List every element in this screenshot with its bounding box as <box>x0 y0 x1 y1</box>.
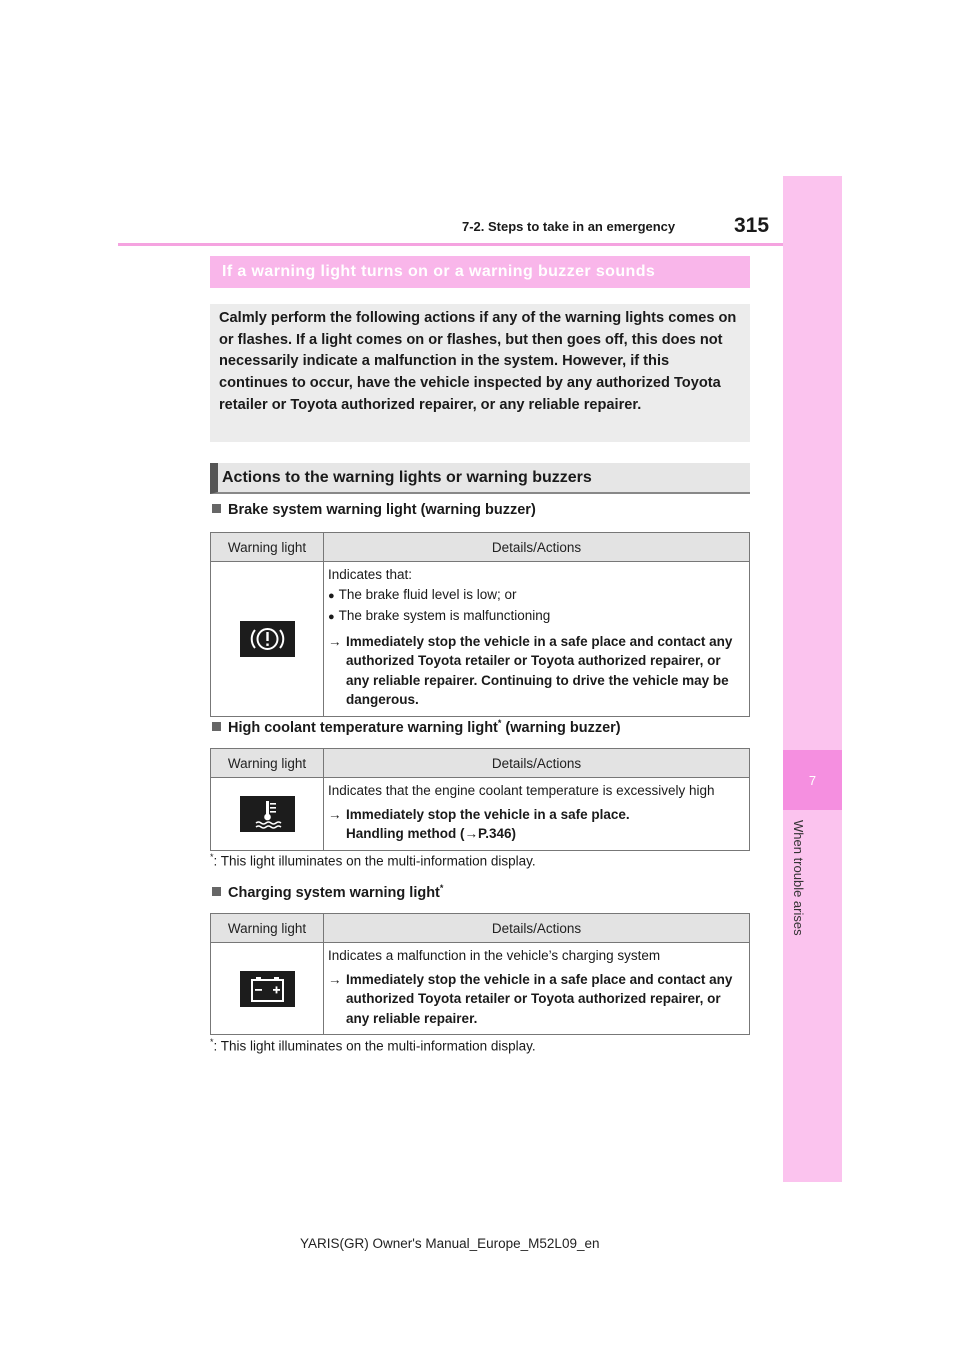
coolant-indicates: Indicates that the engine coolant temperature is excessively high <box>328 783 715 798</box>
topic-banner: If a warning light turns on or a warning buzzer sounds <box>210 256 750 288</box>
brake-action: → Immediately stop the vehicle in a safe place and contact any authorized Toyota retailer or Toyota authorized repairer, or any reliable repairer. Continuing to drive the vehicle may be dangerous. <box>328 633 733 707</box>
col-warning-light: Warning light <box>211 914 324 943</box>
charging-heading: Charging system warning light* <box>212 883 443 901</box>
charging-action: → Immediately stop the vehicle in a safe place and contact any authorized Toyota retailer or Toyota authorized repairer, or any reliable repairer. <box>328 971 733 1026</box>
coolant-temperature-icon <box>240 796 295 832</box>
col-details: Details/Actions <box>324 533 750 562</box>
coolant-heading: High coolant temperature warning light* (warning buzzer) <box>212 718 621 736</box>
page-footer: YARIS(GR) Owner's Manual_Europe_M52L09_en <box>300 1236 600 1251</box>
col-details: Details/Actions <box>324 914 750 943</box>
intro-box: Calmly perform the following actions if any of the warning lights comes on or flashes. If a light comes on or flashes, but then goes off, this does not necessarily indicate a malfunction in the system. However, if this continues to occur, have the vehicle inspected by any authorized Toyota retailer or Toyota authorized repairer, or any reliable repairer. <box>210 304 750 442</box>
chapter-number: 7 <box>783 750 842 810</box>
square-bullet-icon <box>212 504 221 513</box>
brake-warning-icon <box>240 621 295 657</box>
brake-indicates: Indicates that: <box>328 567 413 582</box>
col-details: Details/Actions <box>324 749 750 778</box>
col-warning-light: Warning light <box>211 533 324 562</box>
brake-heading: Brake system warning light (warning buzzer) <box>212 502 536 518</box>
chapter-title: When trouble arises <box>791 820 806 936</box>
brake-bullet-1: ● The brake fluid level is low; or <box>328 585 745 607</box>
chapter-side-tab <box>783 176 842 1182</box>
brake-bullet-2: ● The brake system is malfunctioning <box>328 606 745 628</box>
header-rule <box>118 243 783 246</box>
coolant-table <box>210 748 750 851</box>
page-number: 315 <box>734 214 770 237</box>
charging-indicates: Indicates a malfunction in the vehicle’s charging system <box>328 948 661 963</box>
section-heading: Actions to the warning lights or warning buzzers <box>210 463 750 494</box>
footnote-1: *: This light illuminates on the multi-information display. <box>210 852 536 869</box>
brake-table <box>210 532 750 717</box>
col-warning-light: Warning light <box>211 749 324 778</box>
charging-table <box>210 913 750 1035</box>
coolant-action: → Immediately stop the vehicle in a safe place. Handling method (→P.346) <box>328 806 630 841</box>
battery-icon <box>240 971 295 1007</box>
section-title: 7-2. Steps to take in an emergency <box>462 219 676 234</box>
square-bullet-icon <box>212 887 221 896</box>
square-bullet-icon <box>212 722 221 731</box>
footnote-2: *: This light illuminates on the multi-information display. <box>210 1037 536 1054</box>
